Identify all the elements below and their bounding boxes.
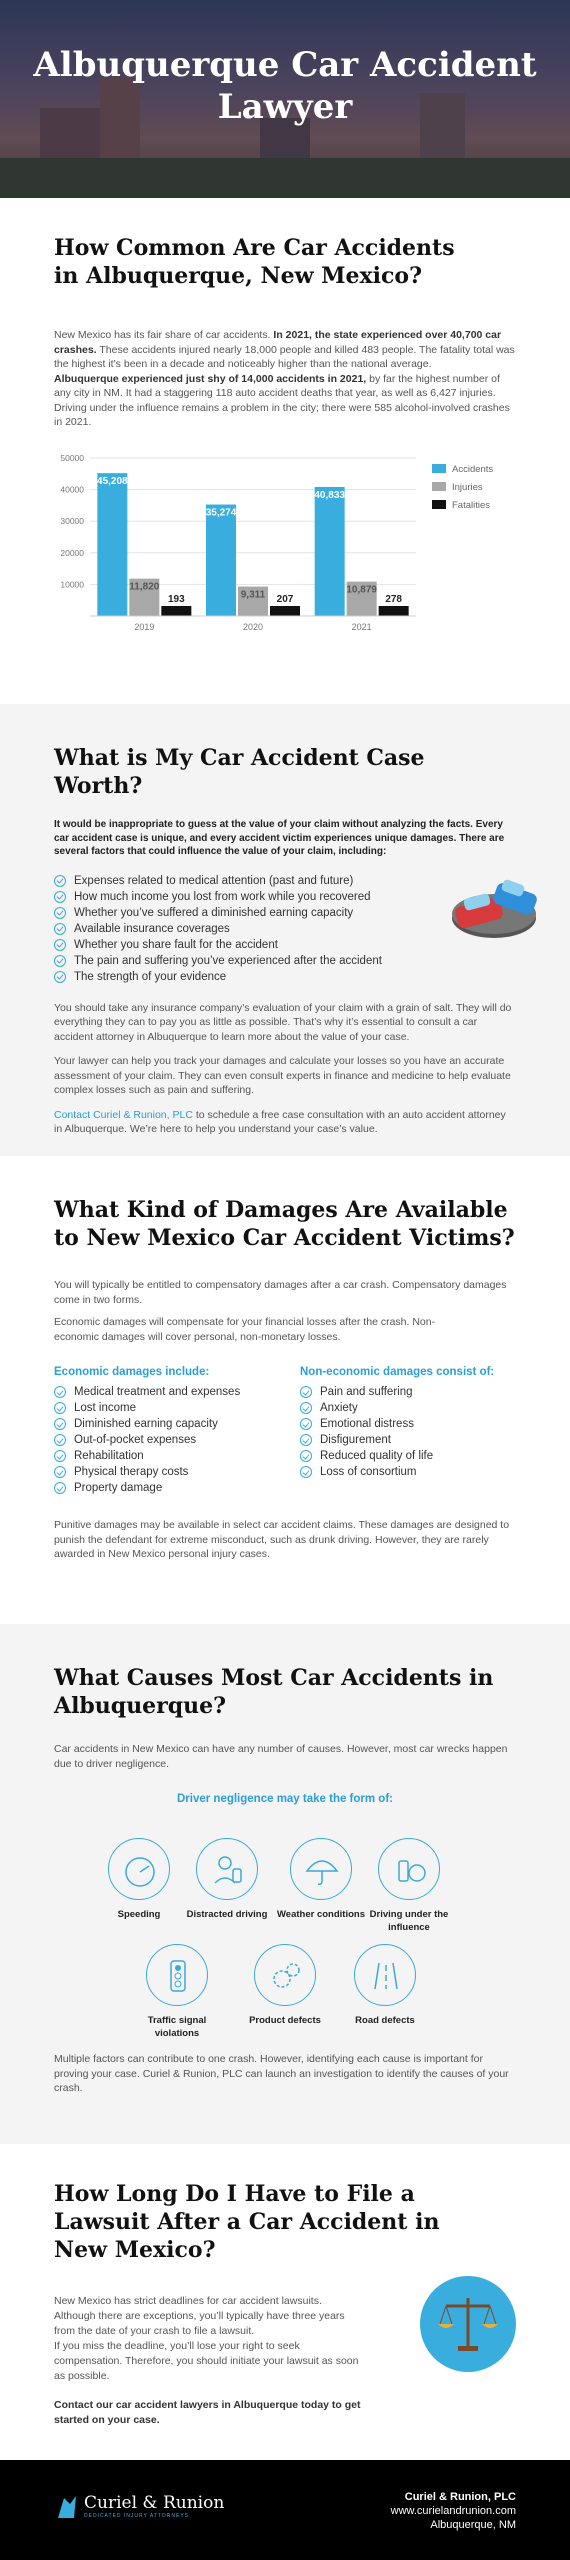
- legend-label: Injuries: [452, 481, 483, 493]
- cause-label: Traffic signal violations: [147, 2015, 207, 2039]
- bar-accidents: [97, 473, 127, 616]
- y-tick-label: 50000: [60, 452, 84, 463]
- hero-banner: [0, 0, 570, 198]
- list-item: Loss of consortium: [300, 1464, 494, 1480]
- section-causes: [0, 1624, 570, 2144]
- phone-driver-icon: [196, 1838, 258, 1900]
- cause-product-defects: [240, 1944, 330, 2027]
- bar-fatalities-block: [379, 606, 409, 616]
- check-circle-icon: [300, 1466, 312, 1478]
- paragraph: You will typically be entitled to compensatory damages after a car crash. Compensatory damages come in two forms.: [54, 1279, 507, 1306]
- check-circle-icon: [54, 891, 66, 903]
- check-circle-icon: [54, 1386, 66, 1398]
- bar-fatalities-block: [270, 606, 300, 616]
- alcohol-icon: [378, 1838, 440, 1900]
- logo-tagline: DEDICATED INJURY ATTORNEYS: [84, 2513, 189, 2519]
- paragraph: You should take any insurance company’s evaluation of your claim with a grain of salt. They will do everything they can to pay you as little as possible. That’s why it’s essential to consult a car accident attorney in Albuquerque to learn more about the value of your case.: [54, 1001, 512, 1043]
- data-label: 35,274: [205, 507, 237, 519]
- list-item: Expenses related to medical attention (past and future): [54, 873, 516, 889]
- list-item: Whether you share fault for the accident: [54, 937, 516, 953]
- check-circle-icon: [54, 875, 66, 887]
- list-item: Disfigurement: [300, 1432, 494, 1448]
- cause-label: Weather conditions: [277, 1909, 365, 1920]
- road-icon: [354, 1944, 416, 2006]
- section-heading: What Causes Most Car Accidents in Albuquerque?: [54, 1665, 494, 1719]
- intro-text: It would be inappropriate to guess at the value of your claim without analyzing the facts. Every car accident case is unique, and every accident victim experiences unique damages. There are several factors that could influence the value of your claim, including:: [54, 819, 505, 857]
- paragraph: Your lawyer can help you track your damages and calculate your losses so you have an accurate assessment of your claim. They can even consult experts in finance and medicine to help evaluate complex losses such as pain and suffering.: [54, 1055, 511, 1096]
- list-item: Out-of-pocket expenses: [54, 1432, 300, 1448]
- x-tick-label: 2020: [242, 621, 264, 632]
- list-item: Property damage: [54, 1480, 300, 1496]
- paragraph: Car accidents in New Mexico can have any number of causes. However, most car wrecks happen due to driver negligence.: [54, 1743, 508, 1770]
- check-circle-icon: [300, 1418, 312, 1430]
- check-circle-icon: [300, 1450, 312, 1462]
- column-title: Non-economic damages consist of:: [300, 1366, 495, 1378]
- noneconomic-column: [300, 1366, 494, 1496]
- data-label: 11,820: [129, 581, 160, 593]
- list-item: Physical therapy costs: [54, 1464, 300, 1480]
- y-tick-label: 20000: [60, 547, 84, 558]
- cause-label: Driving under the influence: [369, 1909, 449, 1933]
- list-item: Medical treatment and expenses: [54, 1384, 300, 1400]
- cause-label: Speeding: [117, 1909, 161, 1920]
- section-heading: What Kind of Damages Are Available to New Mexico Car Accident Victims?: [54, 1197, 515, 1251]
- data-label: 9,311: [240, 589, 266, 601]
- list-item: Available insurance coverages: [54, 921, 516, 937]
- list-item: Pain and suffering: [300, 1384, 494, 1400]
- list-item: Lost income: [54, 1400, 300, 1416]
- list-item: Reduced quality of life: [300, 1448, 494, 1464]
- section-deadline: [0, 2144, 570, 2460]
- data-label: 193: [167, 593, 185, 605]
- data-label: 207: [276, 593, 294, 605]
- page-title: Albuquerque Car Accident Lawyer: [33, 45, 537, 127]
- contact-link[interactable]: Contact Curiel & Runion, PLC: [54, 1108, 193, 1121]
- y-tick-label: 10000: [60, 578, 84, 589]
- economic-column: [54, 1366, 300, 1496]
- firm-logo[interactable]: [54, 2492, 224, 2520]
- list-item: The strength of your evidence: [54, 969, 516, 985]
- traffic-light-icon: [146, 1944, 208, 2006]
- paragraph: Multiple factors can contribute to one crash. However, identifying each cause is important for proving your case. Curiel & Runion, PLC can launch an investigation to identify the causes of your crash.: [54, 2053, 509, 2094]
- list-item: The pain and suffering you’ve experienced after the accident: [54, 953, 516, 969]
- cause-dui: [364, 1838, 454, 1934]
- causes-subheading: Driver negligence may take the form of:: [176, 1793, 393, 1805]
- section-how-common: [0, 198, 570, 704]
- check-circle-icon: [54, 1450, 66, 1462]
- check-circle-icon: [300, 1402, 312, 1414]
- footer-city: Albuquerque, NM: [430, 2519, 516, 2531]
- data-label: 278: [385, 593, 403, 605]
- check-circle-icon: [54, 1482, 66, 1494]
- bar-fatalities-block: [161, 606, 191, 616]
- list-item: Diminished earning capacity: [54, 1416, 300, 1432]
- section-heading: What is My Car Accident Case Worth?: [54, 745, 425, 799]
- damages-columns: [54, 1366, 516, 1496]
- check-circle-icon: [54, 923, 66, 935]
- check-circle-icon: [54, 971, 66, 983]
- y-tick-label: 30000: [60, 515, 84, 526]
- paragraph: Economic damages will compensate for your financial losses after the crash. Non-economic damages will cover personal, non-monetary losses.: [54, 1316, 436, 1343]
- speedometer-icon: [108, 1838, 170, 1900]
- car-crash-illustration: [446, 844, 542, 944]
- list-item: Rehabilitation: [54, 1448, 300, 1464]
- lion-logo-icon: [54, 2492, 80, 2520]
- cause-speeding: [94, 1838, 184, 1921]
- cause-label: Road defects: [355, 2015, 415, 2026]
- noneconomic-list: [300, 1384, 494, 1480]
- paragraph: New Mexico has its fair share of car accidents. In 2021, the state experienced over 40,700 car crashes. These accidents injured nearly 18,000 people and killed 483 people. The fatality total was the highest it’s been in a decade and noticeably higher than the national average.: [54, 329, 515, 370]
- accident-chart: [54, 450, 516, 660]
- legend-swatch: [432, 482, 446, 491]
- cause-distracted: [182, 1838, 272, 1921]
- paragraph: Albuquerque experienced just shy of 14,000 accidents in 2021, by far the highest number of any city in NM. It had a staggering 118 auto accident deaths that year, as well as 6,427 injuries. Driving under the influence remains a problem in the city; there were 585 alcohol-involved crashes in 2021.: [54, 372, 510, 428]
- bar-accidents: [206, 504, 236, 615]
- list-item: How much income you lost from work while you recovered: [54, 889, 516, 905]
- check-circle-icon: [54, 1434, 66, 1446]
- cause-label: Product defects: [249, 2015, 321, 2026]
- data-label: 45,208: [97, 475, 128, 487]
- y-tick-label: 40000: [60, 484, 84, 495]
- paragraph: If you miss the deadline, you’ll lose your right to seek compensation. Therefore, you should initiate your lawsuit as soon as possible.: [54, 2340, 359, 2382]
- paragraph: New Mexico has strict deadlines for car accident lawsuits. Although there are exceptions, you’ll typically have three years from the date of your crash to file a lawsuit.: [54, 2295, 345, 2337]
- x-tick-label: 2021: [351, 621, 372, 632]
- check-circle-icon: [300, 1386, 312, 1398]
- cause-road-defects: [340, 1944, 430, 2027]
- cause-weather: [276, 1838, 366, 1921]
- list-item: Anxiety: [300, 1400, 494, 1416]
- legend-swatch: [432, 464, 446, 473]
- section-heading: How Long Do I Have to File a Lawsuit After a Car Accident in New Mexico?: [54, 2181, 440, 2263]
- check-circle-icon: [54, 907, 66, 919]
- check-circle-icon: [300, 1434, 312, 1446]
- cause-label: Distracted driving: [186, 1909, 268, 1920]
- list-item: Emotional distress: [300, 1416, 494, 1432]
- footer-website[interactable]: www.curielandrunion.com: [390, 2505, 516, 2517]
- paragraph: Contact Curiel & Runion, PLC to schedule a free case consultation with an auto accident attorney in Albuquerque. We’re here to help you understand your case’s value.: [54, 1108, 506, 1135]
- gear-icon: [254, 1944, 316, 2006]
- check-circle-icon: [54, 1418, 66, 1430]
- column-title: Economic damages include:: [54, 1366, 210, 1378]
- section-heading: How Common Are Car Accidents in Albuquerque, New Mexico?: [54, 235, 455, 289]
- check-circle-icon: [54, 955, 66, 967]
- paragraph: Punitive damages may be available in select car accident claims. These damages are designed to punish the defendant for extreme misconduct, such as drunk driving. However, they are rarely awarded in New Mexico personal injury cases.: [54, 1519, 510, 1560]
- data-label: 10,879: [346, 584, 377, 596]
- section-damages: [0, 1156, 570, 1624]
- footer-firm: Curiel & Runion, PLC: [404, 2491, 516, 2503]
- deadline-text: [54, 2294, 364, 2428]
- bar-accidents: [315, 486, 345, 615]
- check-circle-icon: [54, 1402, 66, 1414]
- footer-contact: [391, 2490, 516, 2532]
- x-tick-label: 2019: [134, 621, 155, 632]
- umbrella-icon: [290, 1838, 352, 1900]
- economic-list: [54, 1384, 300, 1496]
- call-to-action: Contact our car accident lawyers in Albuquerque today to get started on your case.: [54, 2399, 361, 2426]
- list-item: Whether you’ve suffered a diminished earning capacity: [54, 905, 516, 921]
- legend-label: Accidents: [452, 463, 494, 475]
- legend-label: Fatalities: [452, 499, 491, 511]
- cause-traffic-signal: [132, 1944, 222, 2040]
- check-circle-icon: [54, 1466, 66, 1478]
- scales-of-justice-icon: [418, 2274, 518, 2374]
- check-circle-icon: [54, 939, 66, 951]
- section-case-worth: [0, 704, 570, 1156]
- data-label: 40,833: [314, 489, 345, 501]
- legend-swatch: [432, 500, 446, 509]
- logo-text: Curiel & Runion: [84, 2493, 225, 2513]
- footer: [0, 2460, 570, 2560]
